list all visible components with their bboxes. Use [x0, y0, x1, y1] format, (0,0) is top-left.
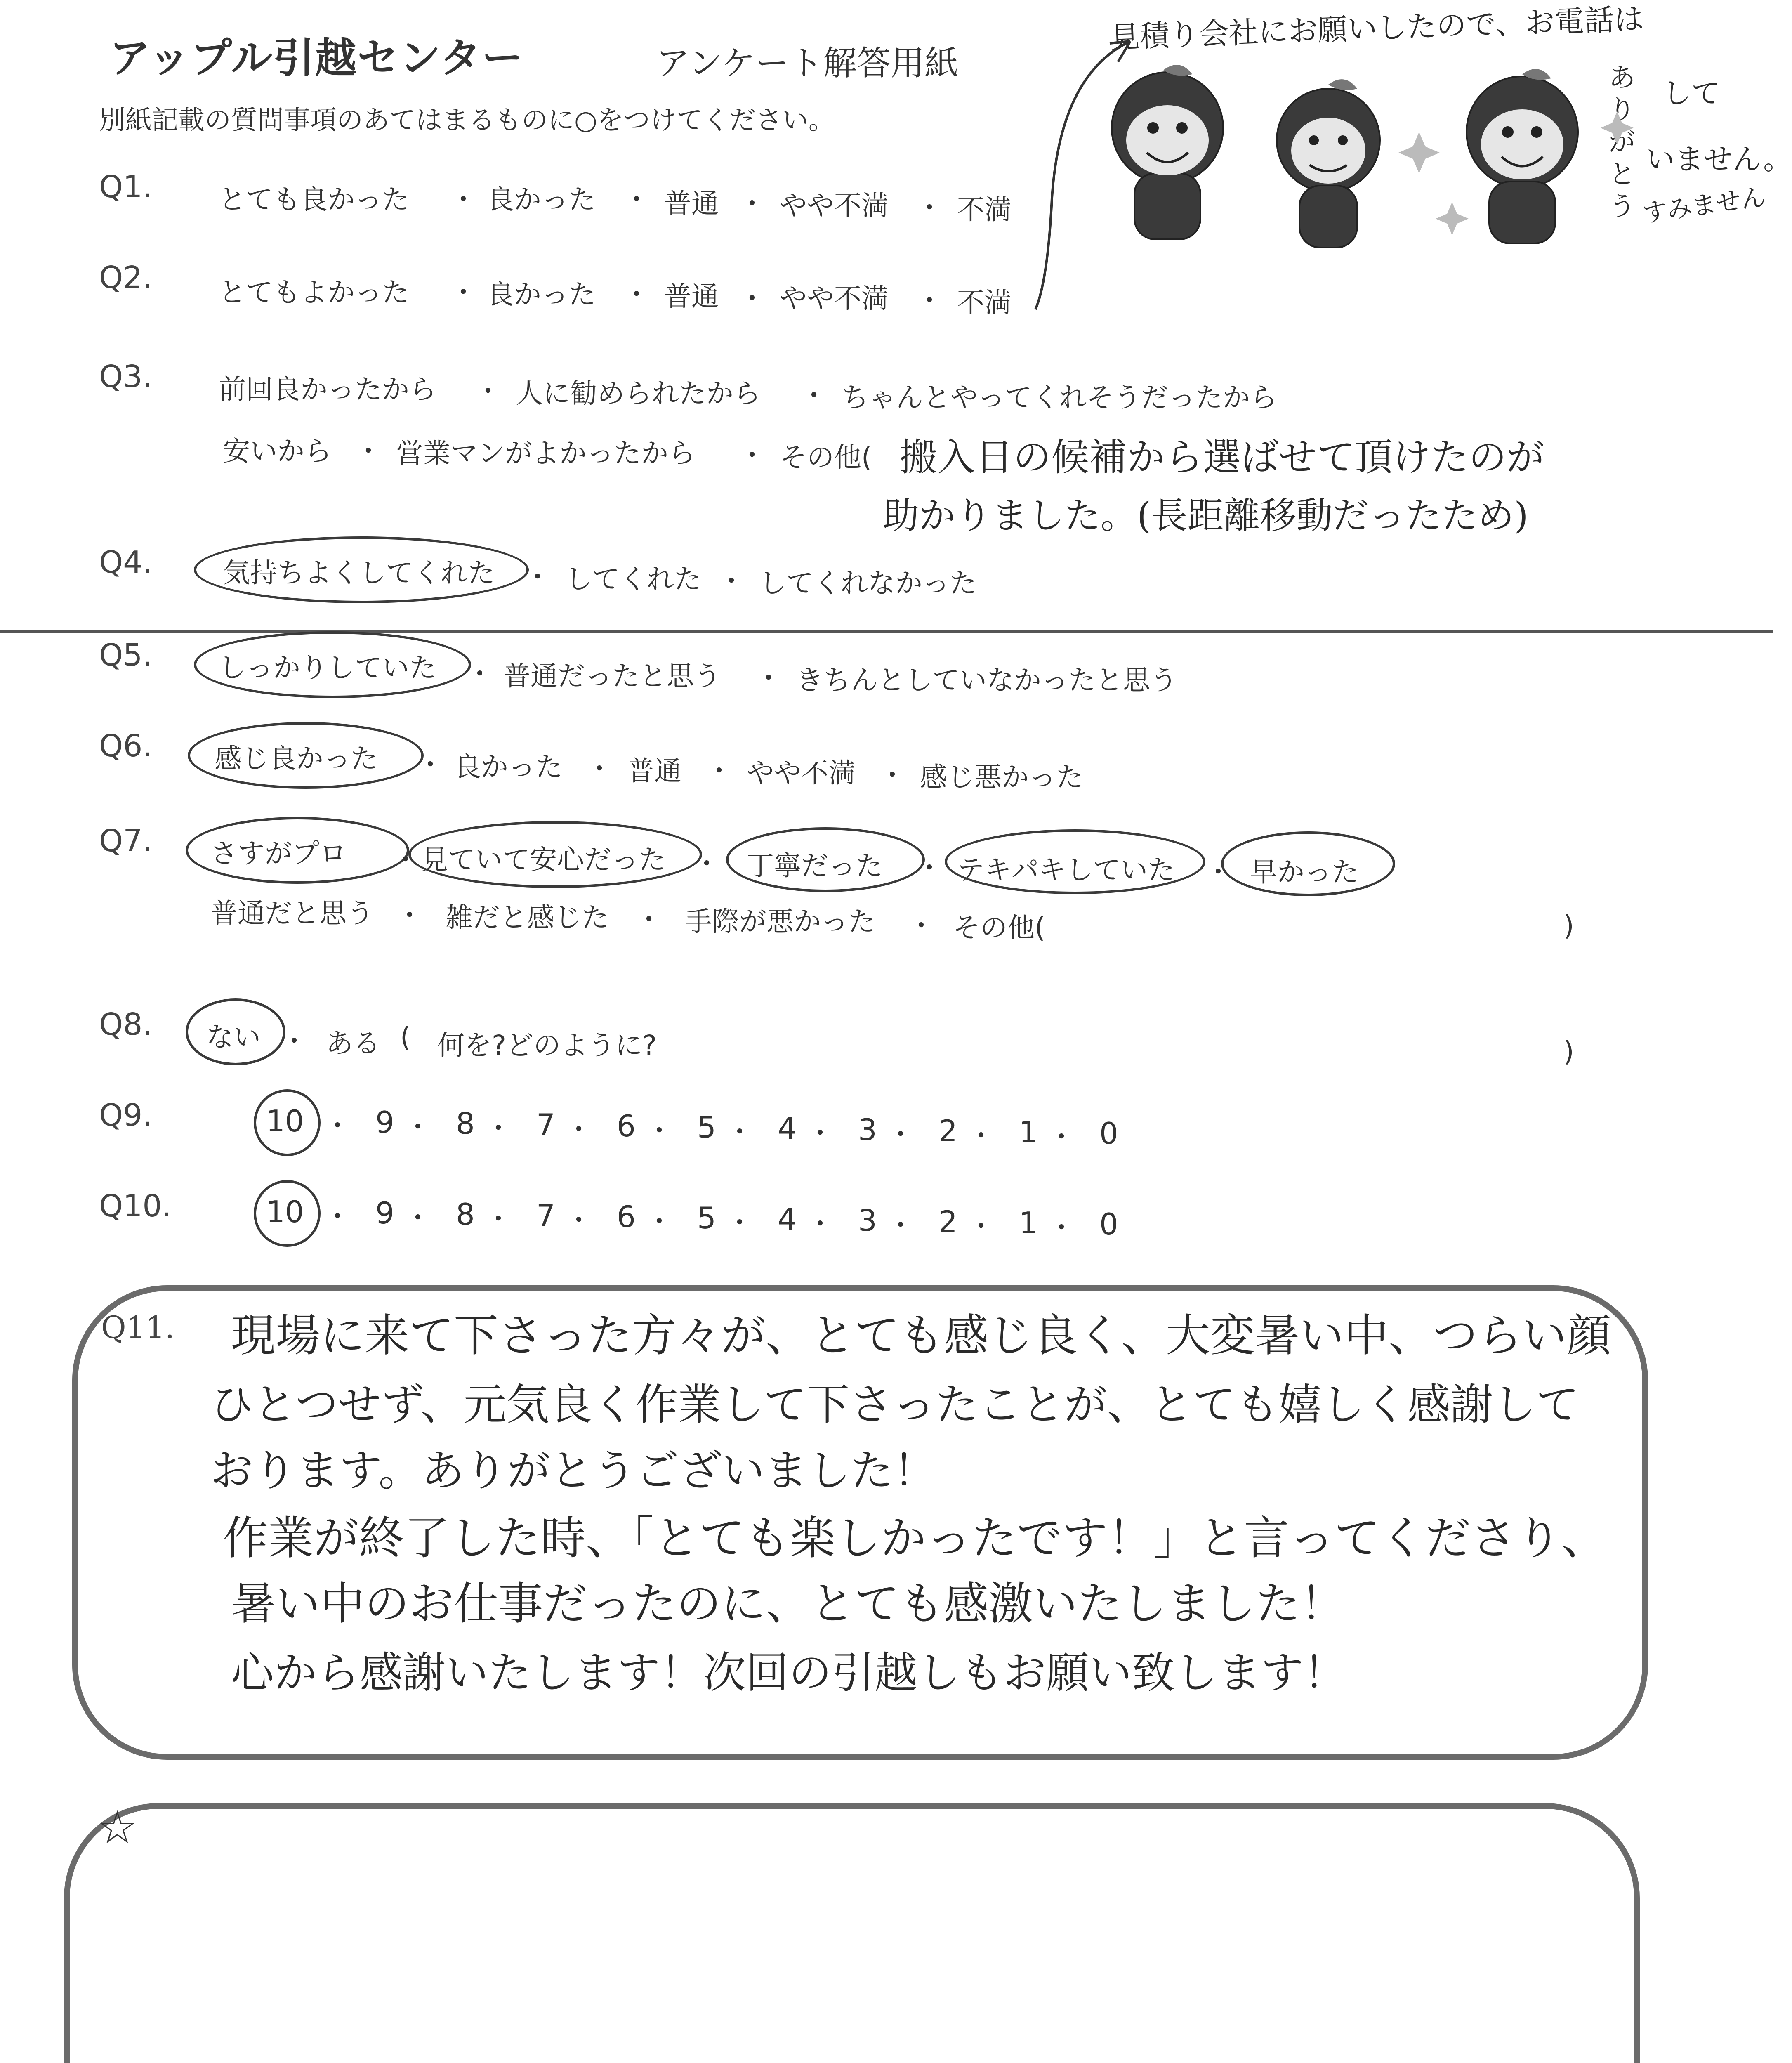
q10-scale-value[interactable]: 7 — [536, 1198, 555, 1233]
answer-circle — [945, 829, 1205, 894]
q4-option[interactable]: してくれた — [565, 563, 701, 595]
separator-dot: ・ — [879, 759, 906, 791]
q6-option[interactable]: 普通 — [627, 755, 681, 787]
q11-comment-line: 作業が終了した時、「とても楽しかったです！」と言ってくださり、 — [223, 1512, 1607, 1565]
q2-option[interactable]: 良かった — [487, 279, 596, 310]
q8-prompt: 何を?どのように? — [437, 1029, 657, 1061]
q9-scale-value[interactable]: 9 — [375, 1105, 394, 1140]
q10-scale-value[interactable]: 8 — [456, 1197, 475, 1232]
answer-circle — [1221, 831, 1395, 896]
q7-option[interactable]: 手際が悪かった — [685, 906, 875, 937]
q11-comment-line: 暑い中のお仕事だったのに、とても感激いたしました！ — [231, 1578, 1345, 1630]
q10-scale-value[interactable]: 2 — [938, 1204, 957, 1239]
answer-circle — [408, 821, 702, 888]
separator-dot: ・ — [466, 658, 493, 690]
q8-close-paren: ) — [1563, 1036, 1574, 1067]
answer-circle — [194, 631, 471, 698]
separator-dot: ・ — [586, 753, 613, 785]
q7-option[interactable]: 見ていて安心だった — [421, 844, 666, 876]
q4-option[interactable]: してくれなかった — [759, 567, 977, 599]
answer-circle — [186, 817, 409, 884]
q11-label: Q11. — [101, 1310, 175, 1345]
q7-option[interactable]: 丁寧だった — [747, 850, 883, 882]
q9-label: Q9. — [99, 1098, 152, 1133]
company-title: アップル引越センター — [109, 34, 524, 82]
handwritten-note-imasen: いません。 — [1646, 142, 1792, 176]
separator-dot: ・ — [646, 1115, 673, 1147]
star-icon: ☆ — [97, 1801, 138, 1854]
answer-circle — [186, 998, 285, 1065]
q1-label: Q1. — [99, 169, 152, 205]
q6-option[interactable]: 感じ良かった — [215, 743, 378, 774]
q3-option[interactable]: 前回良かったから — [219, 373, 436, 405]
fold-line — [0, 630, 1773, 633]
q3-label: Q3. — [99, 359, 152, 394]
separator-dot: ・ — [396, 899, 423, 931]
separator-dot: ・ — [908, 910, 935, 942]
q3-option[interactable]: 営業マンがよかったから — [396, 437, 696, 469]
q9-scale-value[interactable]: 3 — [858, 1112, 877, 1147]
separator-dot: ・ — [726, 1207, 753, 1239]
answer-circle — [726, 827, 925, 892]
separator-dot: ・ — [524, 561, 551, 593]
q5-option[interactable]: きちんとしていなかったと思う — [796, 664, 1177, 696]
separator-dot: ・ — [392, 844, 419, 876]
separator-dot: ・ — [693, 848, 720, 880]
q3-option[interactable]: 安いから — [223, 435, 332, 467]
q2-option[interactable]: やや不満 — [780, 283, 889, 314]
separator-dot: ・ — [916, 852, 943, 884]
separator-dot: ・ — [404, 1202, 431, 1234]
free-comment-box — [64, 1803, 1640, 2063]
q10-scale-value[interactable]: 1 — [1019, 1206, 1038, 1240]
separator-dot: ・ — [806, 1117, 834, 1149]
q10-scale-value[interactable]: 0 — [1099, 1207, 1118, 1242]
separator-dot: ・ — [1048, 1121, 1075, 1153]
q7-option-other[interactable]: その他( — [953, 912, 1045, 944]
separator-dot: ・ — [967, 1120, 995, 1152]
q5-label: Q5. — [99, 637, 152, 673]
separator-dot: ・ — [417, 749, 444, 781]
separator-dot: ・ — [404, 1111, 431, 1143]
monkey-mascot-icon — [1097, 62, 1646, 256]
handwritten-note-sumimasen: すみません — [1641, 182, 1768, 229]
q8-open-paren: ( — [400, 1021, 411, 1053]
q7-option[interactable]: テキパキしていた — [957, 854, 1175, 886]
separator-dot: ・ — [738, 188, 766, 220]
separator-dot: ・ — [726, 1116, 753, 1148]
q11-comment-line: 現場に来て下さった方々が、とても感じ良く、大変暑い中、つらい顔 — [231, 1310, 1611, 1362]
separator-dot: ・ — [705, 755, 733, 787]
handwritten-note: 見積り会社にお願いしたので、お電話は — [1109, 1, 1644, 55]
separator-dot: ・ — [887, 1119, 914, 1150]
separator-dot: ・ — [916, 285, 943, 316]
separator-dot: ・ — [474, 375, 502, 407]
separator-dot: ・ — [623, 279, 650, 310]
separator-dot: ・ — [887, 1209, 914, 1241]
q11-comment-line: ひとつせず、元気良く作業して下さったことが、とても嬉しく感謝して — [210, 1379, 1579, 1430]
answer-circle — [194, 536, 529, 603]
q11-comment-line: おります。ありがとうございました！ — [210, 1445, 936, 1496]
separator-dot: ・ — [806, 1208, 834, 1240]
handwritten-note-arigatou: ありがとう — [1609, 63, 1635, 222]
q10-scale-value[interactable]: 3 — [858, 1203, 877, 1238]
q11-comment-line: 心から感謝いたします！次回の引越しもお願い致します！ — [231, 1648, 1347, 1698]
separator-dot: ・ — [324, 1110, 351, 1142]
q4-label: Q4. — [99, 545, 152, 580]
q9-scale-value[interactable]: 8 — [456, 1106, 475, 1141]
q6-label: Q6. — [99, 728, 152, 764]
q7-label: Q7. — [99, 823, 152, 859]
q6-option[interactable]: やや不満 — [747, 757, 856, 789]
q2-option[interactable]: 普通 — [664, 281, 719, 312]
q1-option[interactable]: 普通 — [664, 188, 719, 220]
q5-option[interactable]: しっかりしていた — [219, 652, 436, 684]
separator-dot: ・ — [450, 184, 477, 215]
q1-option[interactable]: とても良かった — [219, 184, 409, 215]
q3-option[interactable]: 人に勧められたから — [516, 378, 761, 409]
separator-dot: ・ — [281, 1025, 308, 1057]
q9-scale-value[interactable]: 10 — [266, 1104, 304, 1138]
q10-scale-value[interactable]: 9 — [375, 1196, 394, 1230]
handwritten-note-shite: して — [1662, 76, 1720, 110]
q1-option[interactable]: 良かった — [487, 184, 596, 215]
q3-option[interactable]: ちゃんとやってくれそうだったから — [842, 382, 1277, 413]
q7-option[interactable]: 普通だと思う — [210, 897, 374, 929]
q3-handwritten-answer-cont: 助かりました。(長距離移動だったため) — [883, 494, 1528, 537]
q9-scale-value[interactable]: 2 — [938, 1114, 957, 1148]
q3-option-other[interactable]: その他( — [780, 441, 872, 473]
separator-dot: ・ — [450, 276, 477, 308]
q3-handwritten-answer: 搬入日の候補から選ばせて頂けたのが — [899, 435, 1545, 479]
separator-dot: ・ — [324, 1201, 351, 1232]
separator-dot: ・ — [967, 1211, 995, 1242]
q1-option[interactable]: 不満 — [957, 194, 1012, 226]
separator-dot: ・ — [485, 1112, 512, 1144]
separator-dot: ・ — [646, 1206, 673, 1237]
q10-scale-value[interactable]: 10 — [266, 1194, 304, 1229]
q5-option[interactable]: 普通だったと思う — [503, 660, 721, 692]
q7-option[interactable]: さすがプロ — [210, 838, 347, 869]
separator-dot: ・ — [623, 184, 650, 215]
separator-dot: ・ — [355, 435, 382, 467]
q8-option[interactable]: ない — [206, 1021, 261, 1053]
q10-scale-value[interactable]: 6 — [617, 1199, 636, 1234]
q9-scale-value[interactable]: 5 — [697, 1110, 716, 1145]
separator-dot: ・ — [755, 662, 782, 694]
q2-option[interactable]: 不満 — [957, 287, 1012, 319]
q9-scale-value[interactable]: 0 — [1099, 1116, 1118, 1151]
separator-dot: ・ — [1205, 856, 1232, 888]
q6-option[interactable]: 良かった — [454, 751, 563, 783]
separator-dot: ・ — [1048, 1212, 1075, 1244]
q10-scale-value[interactable]: 4 — [778, 1202, 797, 1237]
q2-label: Q2. — [99, 260, 152, 295]
separator-dot: ・ — [718, 565, 745, 597]
separator-dot: ・ — [485, 1203, 512, 1235]
q8-option[interactable]: ある — [326, 1027, 380, 1059]
q10-scale-value[interactable]: 5 — [697, 1201, 716, 1235]
separator-dot: ・ — [565, 1204, 592, 1236]
q7-option[interactable]: 早かった — [1250, 856, 1359, 888]
q4-option[interactable]: 気持ちよくしてくれた — [223, 557, 495, 589]
q9-scale-value[interactable]: 1 — [1019, 1115, 1038, 1150]
separator-dot: ・ — [916, 192, 943, 224]
q9-scale-value[interactable]: 4 — [778, 1111, 797, 1146]
q2-option[interactable]: とてもよかった — [219, 276, 409, 308]
q9-scale-value[interactable]: 6 — [617, 1109, 636, 1143]
q7-close-paren: ) — [1563, 910, 1574, 942]
instruction-text: 別紙記載の質問事項のあてはまるものに○をつけてください。 — [99, 105, 835, 136]
separator-dot: ・ — [565, 1114, 592, 1145]
separator-dot: ・ — [738, 283, 766, 314]
answer-circle — [188, 722, 424, 789]
q10-label: Q10. — [99, 1188, 172, 1224]
form-subtitle: アンケート解答用紙 — [656, 44, 959, 83]
q7-option[interactable]: 雑だと感じた — [446, 902, 609, 933]
separator-dot: ・ — [635, 904, 663, 935]
q9-scale-value[interactable]: 7 — [536, 1107, 555, 1142]
q6-option[interactable]: 感じ悪かった — [920, 761, 1083, 793]
q1-option[interactable]: やや不満 — [780, 190, 889, 222]
q8-label: Q8. — [99, 1007, 152, 1042]
separator-dot: ・ — [800, 380, 828, 411]
separator-dot: ・ — [738, 439, 766, 471]
